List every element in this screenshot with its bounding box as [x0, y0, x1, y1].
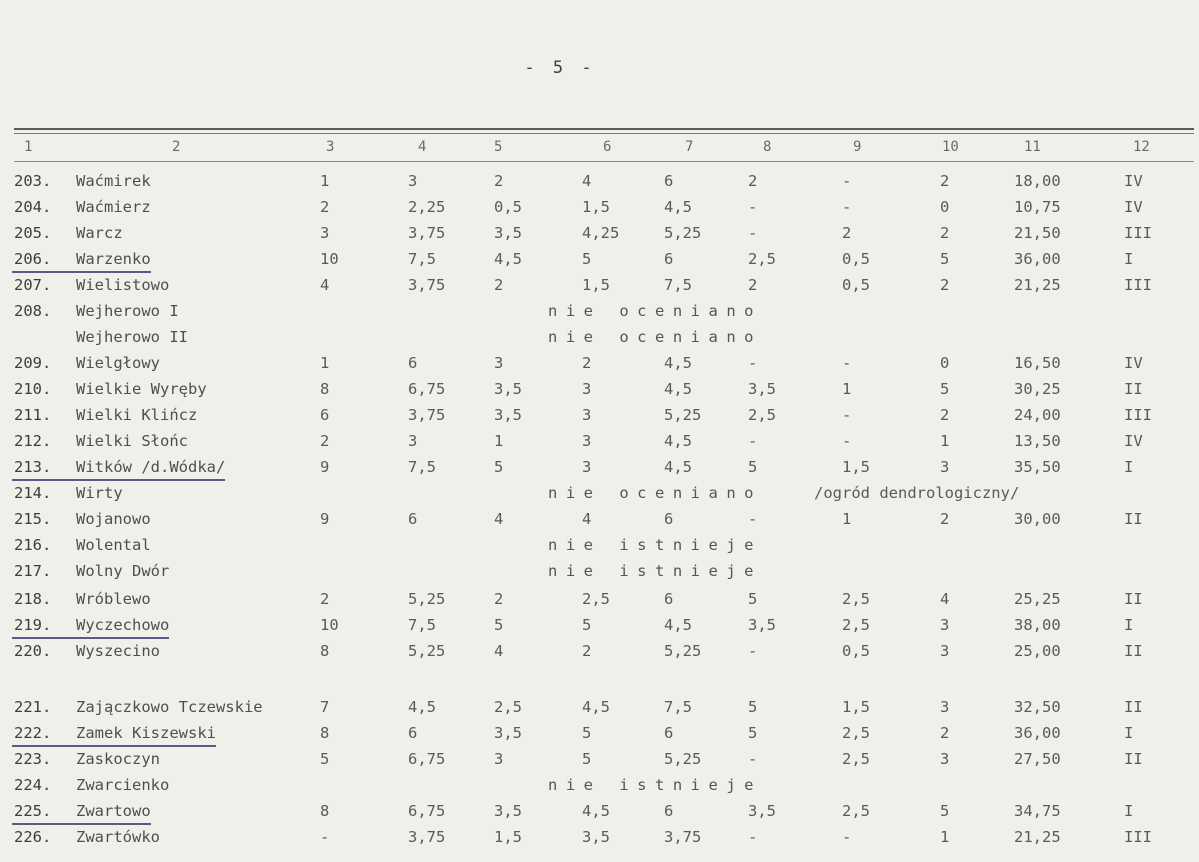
table-row	[0, 802, 1199, 826]
cell-c6: 5	[582, 616, 592, 634]
row-note: nie istnieje	[548, 776, 762, 794]
table-row	[0, 250, 1199, 274]
row-number: 222.	[14, 724, 52, 742]
table-row	[0, 590, 1199, 614]
cell-c6: 2	[582, 354, 592, 372]
cell-c8: 2	[748, 172, 758, 190]
cell-c5: 3	[494, 750, 504, 768]
row-name: Warcz	[76, 224, 123, 242]
cell-c12: I	[1124, 802, 1134, 820]
cell-c11: 18,00	[1014, 172, 1061, 190]
table-row	[0, 776, 1199, 800]
cell-c5: 2,5	[494, 698, 522, 716]
cell-c11: 30,25	[1014, 380, 1061, 398]
cell-c11: 13,50	[1014, 432, 1061, 450]
cell-c4: 3,75	[408, 224, 446, 242]
cell-c6: 4	[582, 510, 592, 528]
cell-c5: 1,5	[494, 828, 522, 846]
row-number: 213.	[14, 458, 52, 476]
cell-c7: 5,25	[664, 406, 702, 424]
cell-c4: 6	[408, 354, 418, 372]
cell-c11: 21,25	[1014, 276, 1061, 294]
cell-c3: 9	[320, 458, 330, 476]
cell-c4: 3,75	[408, 276, 446, 294]
column-header-11: 11	[1024, 139, 1041, 155]
cell-c12: II	[1124, 510, 1143, 528]
cell-c12: III	[1124, 224, 1152, 242]
cell-c8: -	[748, 354, 758, 372]
cell-c9: 1	[842, 510, 852, 528]
cell-c5: 1	[494, 432, 504, 450]
cell-c10: 3	[940, 616, 950, 634]
cell-c8: -	[748, 224, 758, 242]
cell-c9: -	[842, 172, 852, 190]
cell-c10: 2	[940, 510, 950, 528]
page-number: - 5 -	[524, 58, 596, 78]
row-number: 215.	[14, 510, 52, 528]
header-rule-bottom	[14, 161, 1194, 162]
cell-c8: -	[748, 432, 758, 450]
cell-c9: 0,5	[842, 250, 870, 268]
cell-c6: 3	[582, 380, 592, 398]
cell-c11: 25,00	[1014, 642, 1061, 660]
cell-c9: -	[842, 198, 852, 216]
cell-c9: 1	[842, 380, 852, 398]
column-header-9: 9	[853, 139, 862, 155]
cell-c10: 3	[940, 750, 950, 768]
cell-c11: 34,75	[1014, 802, 1061, 820]
cell-c5: 3	[494, 354, 504, 372]
cell-c7: 4,5	[664, 198, 692, 216]
table-row	[0, 276, 1199, 300]
cell-c7: 6	[664, 590, 674, 608]
cell-c3: 2	[320, 198, 330, 216]
cell-c4: 6	[408, 510, 418, 528]
cell-c8: -	[748, 750, 758, 768]
cell-c5: 3,5	[494, 406, 522, 424]
row-number: 212.	[14, 432, 52, 450]
row-number: 224.	[14, 776, 52, 794]
cell-c10: 5	[940, 250, 950, 268]
cell-c9: 1,5	[842, 458, 870, 476]
table-row	[0, 536, 1199, 560]
cell-c12: I	[1124, 250, 1134, 268]
cell-c4: 7,5	[408, 250, 436, 268]
cell-c7: 4,5	[664, 354, 692, 372]
row-name: Wyczechowo	[76, 616, 170, 634]
cell-c6: 5	[582, 250, 592, 268]
cell-c6: 2	[582, 642, 592, 660]
cell-c12: IV	[1124, 172, 1143, 190]
row-name: Zwarcienko	[76, 776, 170, 794]
row-number: 206.	[14, 250, 52, 268]
row-number: 204.	[14, 198, 52, 216]
cell-c7: 4,5	[664, 458, 692, 476]
column-header-10: 10	[942, 139, 959, 155]
cell-c3: 6	[320, 406, 330, 424]
cell-c9: 1,5	[842, 698, 870, 716]
cell-c3: 1	[320, 172, 330, 190]
table-row	[0, 484, 1199, 508]
cell-c7: 6	[664, 250, 674, 268]
row-name: Wielistowo	[76, 276, 170, 294]
column-header-6: 6	[603, 139, 612, 155]
row-name: Wielkie Wyręby	[76, 380, 207, 398]
cell-c7: 5,25	[664, 642, 702, 660]
row-note: nie oceniano	[548, 302, 762, 320]
row-name: Wielgłowy	[76, 354, 160, 372]
row-name: Zwartowo	[76, 802, 151, 820]
row-name: Wejherowo I	[76, 302, 179, 320]
cell-c12: I	[1124, 616, 1134, 634]
row-number: 203.	[14, 172, 52, 190]
cell-c11: 24,00	[1014, 406, 1061, 424]
cell-c12: IV	[1124, 198, 1143, 216]
row-name: Zamek Kiszewski	[76, 724, 216, 742]
cell-c3: 10	[320, 616, 339, 634]
cell-c12: II	[1124, 750, 1143, 768]
row-name: Waćmierz	[76, 198, 151, 216]
row-number: 208.	[14, 302, 52, 320]
cell-c3: 5	[320, 750, 330, 768]
column-header-row	[0, 139, 1199, 159]
cell-c12: IV	[1124, 432, 1143, 450]
row-name: Wielki Słońc	[76, 432, 188, 450]
column-header-4: 4	[418, 139, 427, 155]
row-number: 207.	[14, 276, 52, 294]
row-number: 221.	[14, 698, 52, 716]
cell-c10: 5	[940, 380, 950, 398]
row-name: Wejherowo II	[76, 328, 188, 346]
table-row	[0, 198, 1199, 222]
cell-c7: 3,75	[664, 828, 702, 846]
cell-c7: 4,5	[664, 380, 692, 398]
column-header-3: 3	[326, 139, 335, 155]
cell-c10: 2	[940, 224, 950, 242]
cell-c3: 9	[320, 510, 330, 528]
row-name: Zajączkowo Tczewskie	[76, 698, 263, 716]
cell-c4: 3	[408, 432, 418, 450]
cell-c11: 27,50	[1014, 750, 1061, 768]
cell-c10: 2	[940, 172, 950, 190]
row-note: nie oceniano	[548, 484, 762, 502]
cell-c12: III	[1124, 406, 1152, 424]
row-underline	[12, 745, 216, 747]
row-name: Waćmirek	[76, 172, 151, 190]
cell-c9: 2,5	[842, 616, 870, 634]
row-number: 214.	[14, 484, 52, 502]
column-header-5: 5	[494, 139, 503, 155]
cell-c11: 25,25	[1014, 590, 1061, 608]
cell-c6: 4,5	[582, 698, 610, 716]
cell-c4: 5,25	[408, 590, 446, 608]
cell-c6: 3	[582, 458, 592, 476]
row-underline	[12, 637, 169, 639]
cell-c7: 6	[664, 510, 674, 528]
table-row	[0, 616, 1199, 640]
cell-c6: 1,5	[582, 276, 610, 294]
row-number: 218.	[14, 590, 52, 608]
row-note: nie istnieje	[548, 536, 762, 554]
cell-c7: 7,5	[664, 698, 692, 716]
cell-c8: 3,5	[748, 380, 776, 398]
cell-c9: -	[842, 406, 852, 424]
cell-c4: 4,5	[408, 698, 436, 716]
column-header-2: 2	[172, 139, 181, 155]
table-row	[0, 510, 1199, 534]
cell-c11: 36,00	[1014, 724, 1061, 742]
row-name: Wróblewo	[76, 590, 151, 608]
cell-c4: 7,5	[408, 616, 436, 634]
cell-c5: 4	[494, 642, 504, 660]
row-note: nie istnieje	[548, 562, 762, 580]
cell-c10: 2	[940, 276, 950, 294]
cell-c8: 5	[748, 458, 758, 476]
row-name: Zwartówko	[76, 828, 160, 846]
table-row	[0, 172, 1199, 196]
cell-c11: 36,00	[1014, 250, 1061, 268]
cell-c6: 5	[582, 724, 592, 742]
cell-c7: 6	[664, 172, 674, 190]
cell-c5: 4,5	[494, 250, 522, 268]
cell-c12: III	[1124, 828, 1152, 846]
cell-c3: 4	[320, 276, 330, 294]
table-row	[0, 432, 1199, 456]
cell-c5: 5	[494, 458, 504, 476]
cell-c6: 4	[582, 172, 592, 190]
row-underline	[12, 271, 151, 273]
column-header-7: 7	[685, 139, 694, 155]
cell-c8: -	[748, 828, 758, 846]
column-header-12: 12	[1133, 139, 1150, 155]
cell-c12: I	[1124, 724, 1134, 742]
cell-c9: -	[842, 354, 852, 372]
row-number: 219.	[14, 616, 52, 634]
cell-c8: 2,5	[748, 406, 776, 424]
table-row	[0, 224, 1199, 248]
cell-c10: 0	[940, 354, 950, 372]
cell-c6: 3,5	[582, 828, 610, 846]
cell-c11: 35,50	[1014, 458, 1061, 476]
header-rule-top	[14, 128, 1194, 130]
cell-c12: II	[1124, 698, 1143, 716]
cell-c11: 38,00	[1014, 616, 1061, 634]
cell-c10: 3	[940, 458, 950, 476]
cell-c5: 5	[494, 616, 504, 634]
cell-c4: 2,25	[408, 198, 446, 216]
cell-c7: 6	[664, 724, 674, 742]
row-name: Wolny Dwór	[76, 562, 170, 580]
row-number: 225.	[14, 802, 52, 820]
cell-c9: 2,5	[842, 750, 870, 768]
cell-c7: 4,5	[664, 616, 692, 634]
cell-c4: 6	[408, 724, 418, 742]
cell-c8: -	[748, 510, 758, 528]
cell-c9: 0,5	[842, 276, 870, 294]
cell-c4: 3,75	[408, 828, 446, 846]
cell-c11: 30,00	[1014, 510, 1061, 528]
cell-c10: 2	[940, 406, 950, 424]
cell-c9: -	[842, 828, 852, 846]
column-header-8: 8	[763, 139, 772, 155]
cell-c6: 4,25	[582, 224, 620, 242]
cell-c8: 2	[748, 276, 758, 294]
cell-c6: 3	[582, 406, 592, 424]
row-number: 216.	[14, 536, 52, 554]
cell-c3: 2	[320, 590, 330, 608]
cell-c9: 0,5	[842, 642, 870, 660]
cell-c10: 2	[940, 724, 950, 742]
table-row	[0, 698, 1199, 722]
cell-c10: 3	[940, 698, 950, 716]
cell-c6: 2,5	[582, 590, 610, 608]
row-number: 226.	[14, 828, 52, 846]
cell-c8: 3,5	[748, 616, 776, 634]
cell-c6: 4,5	[582, 802, 610, 820]
cell-c8: 3,5	[748, 802, 776, 820]
cell-c3: 3	[320, 224, 330, 242]
cell-c8: -	[748, 198, 758, 216]
cell-c11: 32,50	[1014, 698, 1061, 716]
cell-c12: II	[1124, 642, 1143, 660]
cell-c9: 2	[842, 224, 852, 242]
cell-c3: 2	[320, 432, 330, 450]
cell-c5: 0,5	[494, 198, 522, 216]
cell-c12: II	[1124, 380, 1143, 398]
table-row	[0, 380, 1199, 404]
column-header-1: 1	[24, 139, 33, 155]
row-number: 210.	[14, 380, 52, 398]
cell-c9: 2,5	[842, 724, 870, 742]
row-underline	[12, 479, 225, 481]
cell-c5: 3,5	[494, 224, 522, 242]
cell-c6: 5	[582, 750, 592, 768]
cell-c5: 2	[494, 276, 504, 294]
cell-c10: 3	[940, 642, 950, 660]
cell-c5: 3,5	[494, 724, 522, 742]
cell-c8: 5	[748, 590, 758, 608]
cell-c5: 3,5	[494, 380, 522, 398]
cell-c9: -	[842, 432, 852, 450]
row-name: Wielki Klińcz	[76, 406, 198, 424]
row-name: Zaskoczyn	[76, 750, 160, 768]
row-name: Warzenko	[76, 250, 151, 268]
header-rule-top-thin	[14, 133, 1194, 134]
table-row	[0, 750, 1199, 774]
cell-c10: 5	[940, 802, 950, 820]
row-name: Wirty	[76, 484, 123, 502]
table-row	[0, 562, 1199, 586]
cell-c4: 6,75	[408, 750, 446, 768]
cell-c4: 3,75	[408, 406, 446, 424]
cell-c3: 7	[320, 698, 330, 716]
table-row	[0, 354, 1199, 378]
cell-c3: 8	[320, 642, 330, 660]
cell-c11: 21,25	[1014, 828, 1061, 846]
cell-c6: 3	[582, 432, 592, 450]
cell-c6: 1,5	[582, 198, 610, 216]
cell-c5: 4	[494, 510, 504, 528]
row-number: 209.	[14, 354, 52, 372]
cell-c7: 4,5	[664, 432, 692, 450]
table-row	[0, 302, 1199, 326]
row-note-extra: /ogród dendrologiczny/	[814, 484, 1020, 502]
cell-c4: 5,25	[408, 642, 446, 660]
cell-c8: 2,5	[748, 250, 776, 268]
cell-c11: 21,50	[1014, 224, 1061, 242]
cell-c11: 16,50	[1014, 354, 1061, 372]
cell-c12: IV	[1124, 354, 1143, 372]
cell-c3: 10	[320, 250, 339, 268]
table-row	[0, 642, 1199, 666]
cell-c10: 0	[940, 198, 950, 216]
cell-c5: 2	[494, 590, 504, 608]
cell-c3: -	[320, 828, 330, 846]
row-number: 205.	[14, 224, 52, 242]
cell-c10: 1	[940, 432, 950, 450]
cell-c4: 6,75	[408, 802, 446, 820]
cell-c7: 5,25	[664, 224, 702, 242]
row-name: Wolental	[76, 536, 151, 554]
cell-c8: 5	[748, 698, 758, 716]
cell-c10: 1	[940, 828, 950, 846]
table-row	[0, 328, 1199, 352]
cell-c8: -	[748, 642, 758, 660]
cell-c3: 8	[320, 802, 330, 820]
cell-c4: 3	[408, 172, 418, 190]
table-row	[0, 406, 1199, 430]
row-name: Wyszecino	[76, 642, 160, 660]
cell-c8: 5	[748, 724, 758, 742]
row-number: 223.	[14, 750, 52, 768]
row-note: nie oceniano	[548, 328, 762, 346]
cell-c7: 6	[664, 802, 674, 820]
row-number: 211.	[14, 406, 52, 424]
cell-c10: 4	[940, 590, 950, 608]
cell-c12: II	[1124, 590, 1143, 608]
cell-c12: I	[1124, 458, 1134, 476]
cell-c9: 2,5	[842, 802, 870, 820]
row-number: 217.	[14, 562, 52, 580]
cell-c5: 3,5	[494, 802, 522, 820]
cell-c12: III	[1124, 276, 1152, 294]
cell-c7: 5,25	[664, 750, 702, 768]
cell-c3: 1	[320, 354, 330, 372]
row-underline	[12, 823, 151, 825]
row-number: 220.	[14, 642, 52, 660]
cell-c3: 8	[320, 380, 330, 398]
cell-c5: 2	[494, 172, 504, 190]
cell-c9: 2,5	[842, 590, 870, 608]
cell-c4: 7,5	[408, 458, 436, 476]
cell-c3: 8	[320, 724, 330, 742]
cell-c7: 7,5	[664, 276, 692, 294]
table-row	[0, 828, 1199, 852]
cell-c11: 10,75	[1014, 198, 1061, 216]
cell-c4: 6,75	[408, 380, 446, 398]
row-name: Witków /d.Wódka/	[76, 458, 226, 476]
row-name: Wojanowo	[76, 510, 151, 528]
